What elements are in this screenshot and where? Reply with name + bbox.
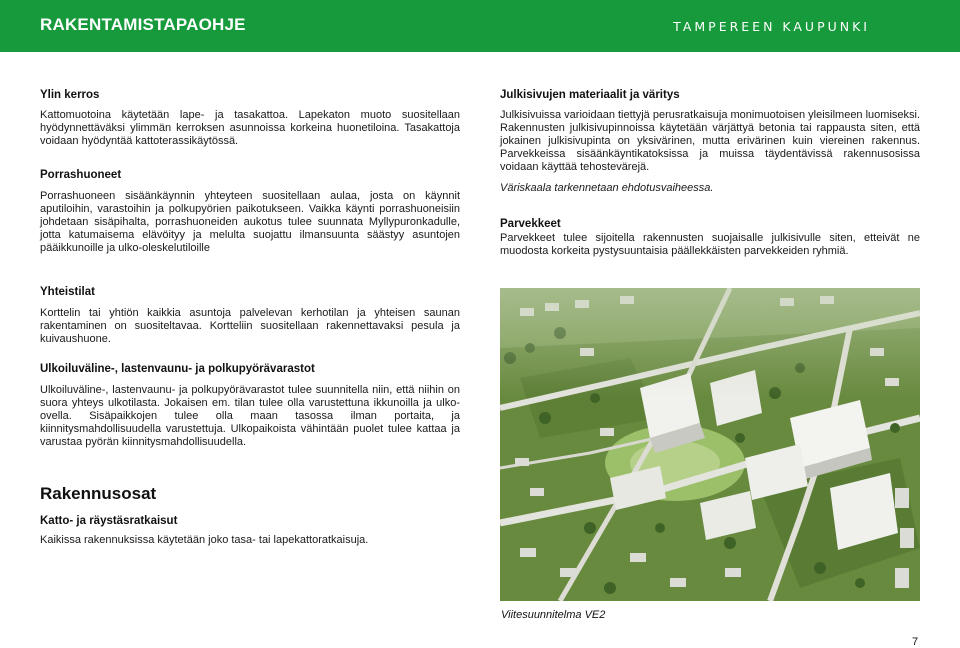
document-title: RAKENTAMISTAPAOHJE <box>40 15 246 34</box>
text-parvekkeet: Parvekkeet tulee sijoitella rakennusten suojaisalle julkisivulle siten, etteivät ne muodosta korkeita pystysuuntaisia päällekkäisten parvekkeiden ryhmiä. <box>500 232 920 257</box>
page-header <box>0 0 960 52</box>
text-porrashuoneet: Porrashuoneen sisäänkäynnin yhteyteen suositellaan aulaa, josta on käynnit aputiloihin, varastoihin ja polkupyörien paikotukseen. Vaikka käynti porrashuoneisiin johdetaan sisäpihalta, porrashuoneiden aukotus tulee suunnata Myllypuronkadulle, jotta katumaisema elävöityy ja melulta suojattu ilmansuunta säästyy asuntojen pääikkunoille ja ulko-oleskelutiloille <box>40 190 460 254</box>
text-varastot: Ulkoiluväline-, lastenvaunu- ja polkupyörävarastot tulee suunnitella niin, että niihin on suora yhteys ulkotilasta. Jokaisen em. tilan tulee olla varustettuna ikkunoilla ja ulko-ovella. Sisäpaikkojen tulee olla maan tasossa ilman portaita, ja kiinnitysmahdollisuudella varustettuja. Ulkopaikoista vähintään puolet tulee kattaa ja varustaa pyörän kiinnitysmahdollisuudella. <box>40 384 460 448</box>
heading-katto: Katto- ja räystäsratkaisut <box>40 515 178 527</box>
heading-varastot: Ulkoiluväline-, lastenvaunu- ja polkupyörävarastot <box>40 363 315 375</box>
section-title-rakennusosat: Rakennusosat <box>40 484 157 503</box>
heading-porrashuoneet: Porrashuoneet <box>40 169 122 181</box>
site-plan-render-image <box>500 288 920 601</box>
heading-ylin-kerros: Ylin kerros <box>40 89 100 101</box>
image-caption: Viitesuunnitelma VE2 <box>501 609 606 621</box>
left-column <box>40 88 460 547</box>
note-variskaala: Väriskaala tarkennetaan ehdotusvaiheessa. <box>500 182 714 194</box>
text-katto: Kaikissa rakennuksissa käytetään joko tasa- tai lapekattoratkaisuja. <box>40 534 369 546</box>
aerial-render-illustration <box>500 288 920 601</box>
right-column <box>500 88 920 258</box>
text-ylin-kerros: Kattomuotoina käytetään lape- ja tasakattoa. Lapekaton muoto suositellaan hyödynnettäväksi ylimmän kerroksen asunnoissa korkeina huonetiloina. Tasakattoja voidaan hyödyntää kattoterassikäytössä. <box>40 109 460 147</box>
heading-parvekkeet: Parvekkeet <box>500 218 561 230</box>
text-julkisivut: Julkisivuissa varioidaan tiettyjä perusratkaisuja monimuotoisen yleisilmeen luomiseksi. Rakennusten julkisivupinnoissa käytetään värjättyä betonia tai rappausta siten, että jokainen julkisivupinta on yksivärinen, mutta erivärinen kuin viereinen rakennus. Parvekkeissa sisäänkäyntikatoksissa ja muissa täydentävissä rakennusosissa voidaan käyttää tehostevärejä. <box>500 109 921 173</box>
page-number: 7 <box>912 636 919 648</box>
city-name: TAMPEREEN KAUPUNKI <box>673 19 870 34</box>
text-yhteistilat: Korttelin tai yhtiön kaikkia asuntoja palvelevan kerhotilan ja yhteisen saunan rakentaminen on suositeltavaa. Kortteliin suositellaan rakennettavaksi pesula ja kuivaushuone. <box>40 307 460 345</box>
heading-julkisivut: Julkisivujen materiaalit ja väritys <box>500 89 680 101</box>
heading-yhteistilat: Yhteistilat <box>40 286 95 298</box>
